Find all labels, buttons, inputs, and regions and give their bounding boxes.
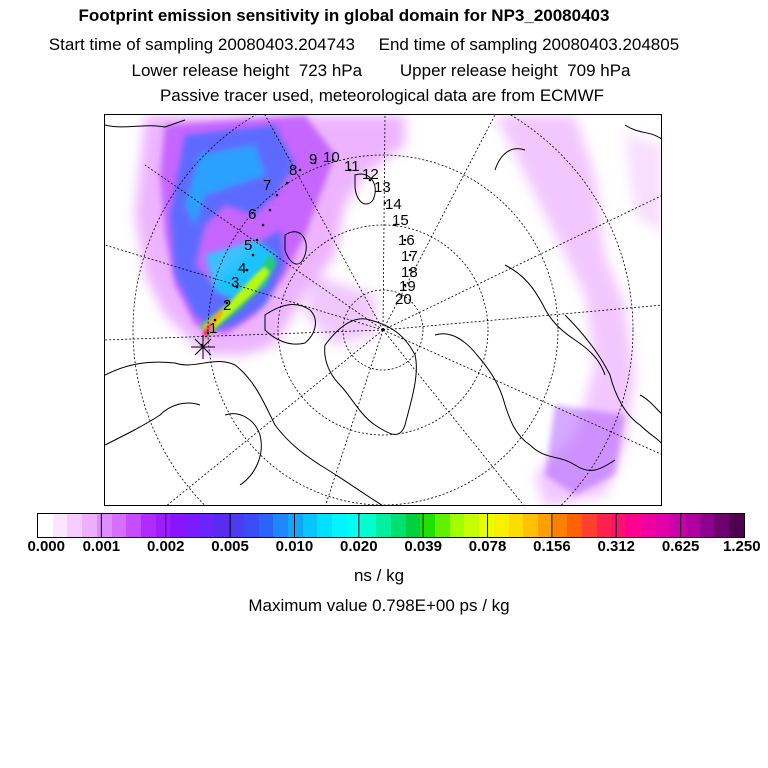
colorbar-segment	[714, 514, 729, 537]
colorbar-segment	[97, 514, 112, 537]
map-panel	[104, 114, 662, 506]
traj-label-14: 14	[385, 196, 402, 213]
colorbar-segment	[259, 514, 274, 537]
traj-label-13: 13	[374, 179, 391, 196]
colorbar-segment	[347, 514, 362, 537]
colorbar-tick-9: 0.312	[597, 538, 636, 555]
colorbar-segment	[170, 514, 185, 537]
traj-label-17: 17	[401, 248, 418, 265]
colorbar-tick-10: 0.625	[661, 538, 700, 555]
traj-label-7: 7	[263, 177, 272, 194]
colorbar-tick-0: 0.000	[27, 538, 65, 555]
tracer-info-line: Passive tracer used, meteorological data are from ECMWF	[159, 86, 605, 105]
plot-title: Footprint emission sensitivity in global domain for NP3_20080403	[78, 6, 610, 25]
colorbar-tick-3: 0.005	[211, 538, 249, 555]
colorbar-segment	[685, 514, 700, 537]
traj-label-16: 16	[398, 232, 415, 249]
colorbar-segment	[376, 514, 391, 537]
maximum-value-text: Maximum value 0.798E+00 ps / kg	[248, 596, 510, 615]
traj-label-18: 18	[401, 264, 418, 281]
colorbar-segment	[656, 514, 671, 537]
traj-label-8: 8	[289, 162, 298, 179]
colorbar-segment	[435, 514, 450, 537]
colorbar-segment	[273, 514, 288, 537]
traj-label-9: 9	[309, 151, 318, 168]
colorbar-tick-4: 0.010	[275, 538, 314, 555]
traj-label-2: 2	[223, 297, 232, 314]
colorbar-segment	[420, 514, 435, 537]
colorbar-segment	[332, 514, 347, 537]
colorbar-segment	[126, 514, 141, 537]
colorbar-segment	[156, 514, 171, 537]
colorbar-tick-8: 0.156	[533, 538, 571, 555]
colorbar-segment	[288, 514, 303, 537]
traj-label-12: 12	[362, 166, 379, 183]
colorbar-segment	[729, 514, 744, 537]
traj-label-6: 6	[248, 206, 257, 223]
colorbar-segment	[303, 514, 318, 537]
colorbar-segment	[641, 514, 656, 537]
colorbar-segment	[700, 514, 715, 537]
colorbar-segment	[626, 514, 641, 537]
colorbar-segment	[670, 514, 685, 537]
colorbar-segment	[494, 514, 509, 537]
polar-map	[105, 115, 662, 506]
colorbar-tick-7: 0.078	[468, 538, 507, 555]
colorbar-unit: ns / kg	[353, 566, 405, 585]
traj-label-15: 15	[392, 212, 409, 229]
colorbar-segment	[38, 514, 53, 537]
colorbar-segment	[391, 514, 406, 537]
colorbar-segment	[479, 514, 494, 537]
colorbar-segment	[141, 514, 156, 537]
colorbar-segment	[200, 514, 215, 537]
colorbar-tick-1: 0.001	[82, 538, 121, 555]
sampling-time-line: Start time of sampling 20080403.204743 End time of sampling 20080403.204805	[48, 35, 680, 54]
colorbar-tick-5: 0.020	[340, 538, 378, 555]
colorbar-segment	[244, 514, 259, 537]
colorbar-segment	[361, 514, 376, 537]
traj-label-1: 1	[209, 320, 218, 337]
release-height-line: Lower release height 723 hPa Upper release height 709 hPa	[131, 61, 631, 80]
colorbar-segment	[53, 514, 68, 537]
traj-label-5: 5	[244, 237, 253, 254]
traj-label-19: 19	[399, 278, 416, 295]
colorbar-segment	[538, 514, 553, 537]
colorbar-segment	[229, 514, 244, 537]
colorbar-segment	[67, 514, 82, 537]
colorbar-segment	[406, 514, 421, 537]
colorbar-segment	[611, 514, 626, 537]
traj-label-3: 3	[231, 274, 240, 291]
colorbar-segment	[553, 514, 568, 537]
colorbar	[37, 513, 745, 538]
colorbar-tick-6: 0.039	[404, 538, 442, 555]
colorbar-segment	[509, 514, 524, 537]
colorbar-segment	[597, 514, 612, 537]
colorbar-segment	[82, 514, 97, 537]
colorbar-segment	[464, 514, 479, 537]
traj-label-4: 4	[238, 260, 247, 277]
colorbar-segment	[450, 514, 465, 537]
traj-label-11: 11	[344, 158, 360, 175]
colorbar-tick-2: 0.002	[146, 538, 185, 555]
colorbar-segment	[567, 514, 582, 537]
colorbar-segment	[317, 514, 332, 537]
colorbar-segment	[582, 514, 597, 537]
colorbar-segment	[112, 514, 127, 537]
colorbar-tick-11: 1.250	[723, 538, 761, 555]
traj-label-20: 20	[395, 291, 412, 308]
colorbar-segment	[185, 514, 200, 537]
colorbar-segment	[523, 514, 538, 537]
traj-label-10: 10	[323, 149, 340, 166]
colorbar-segment	[214, 514, 229, 537]
